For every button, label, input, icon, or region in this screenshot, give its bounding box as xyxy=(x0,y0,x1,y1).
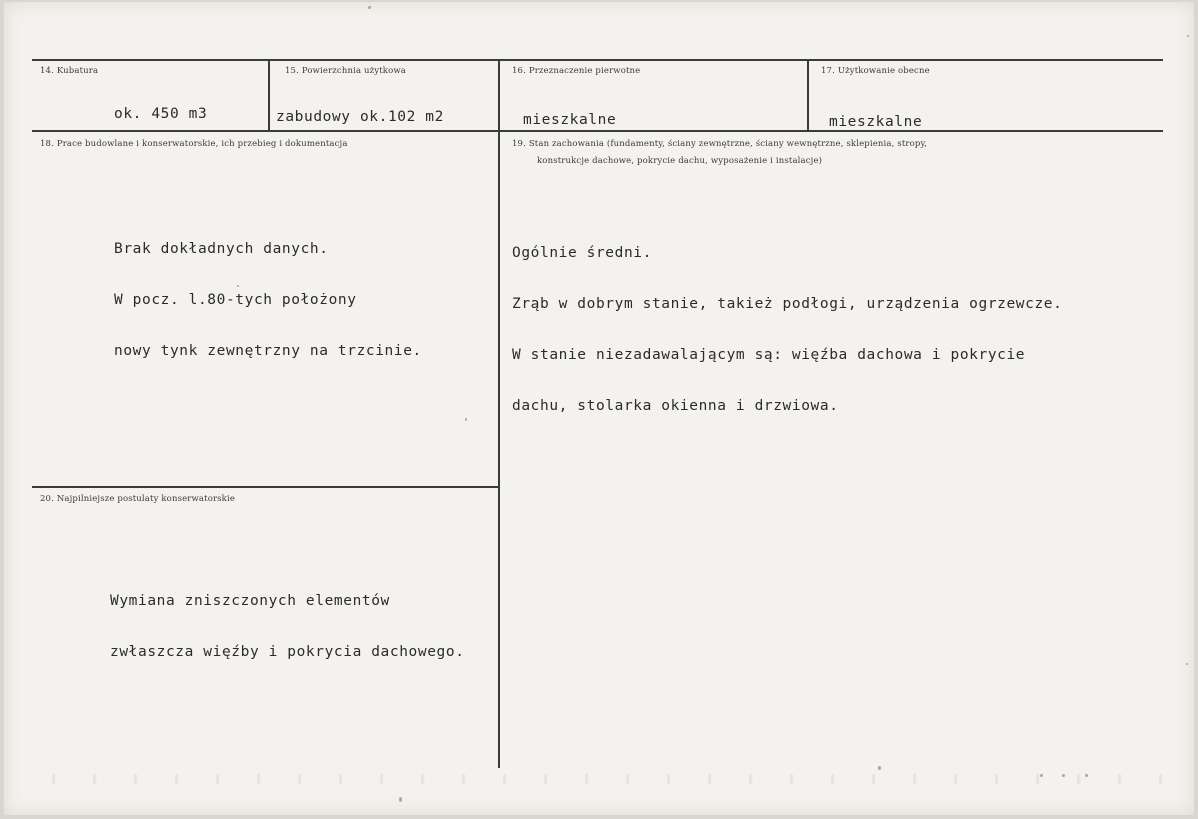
field-19-line: W stanie niezadawalającym są: więźba dachowa i pokrycie xyxy=(512,347,1026,363)
paper-speck xyxy=(878,766,881,770)
paper-speck xyxy=(237,285,239,287)
field-20-label: 20. Najpilniejsze postulaty konserwatorskie xyxy=(40,494,236,504)
field-14-label: 14. Kubatura xyxy=(40,66,99,76)
field-20-line: Wymiana zniszczonych elementów xyxy=(110,593,390,609)
record-card xyxy=(4,2,1194,815)
paper-speck xyxy=(368,6,371,9)
header-row-rule xyxy=(32,130,1163,132)
paper-speck xyxy=(1186,663,1188,665)
divider-15-16 xyxy=(498,60,500,768)
paper-speck xyxy=(1187,35,1189,37)
field-19-label-line-2: konstrukcje dachowe, pokrycie dachu, wyposażenie i instalacje) xyxy=(537,156,823,166)
field-18-line: nowy tynk zewnętrzny na trzcinie. xyxy=(114,343,422,359)
paper-speck xyxy=(399,797,402,802)
field-19-label-line-1: 19. Stan zachowania (fundamenty, ściany zewnętrzne, ściany wewnętrzne, sklepienia, stropy, xyxy=(512,139,928,149)
field-16-value: mieszkalne xyxy=(523,112,617,128)
field-20-text xyxy=(110,559,465,695)
field-16-label: 16. Przeznaczenie pierwotne xyxy=(512,66,641,76)
divider-14-15 xyxy=(268,60,270,131)
top-rule xyxy=(32,59,1163,61)
field-18-text xyxy=(114,207,422,394)
field-19-line: Zrąb w dobrym stanie, takież podłogi, urządzenia ogrzewcze. xyxy=(512,296,1063,312)
field-15-label: 15. Powierzchnia użytkowa xyxy=(285,66,407,76)
field-18-line: Brak dokładnych danych. xyxy=(114,241,329,257)
field-18-line: W pocz. l.80-tych położony xyxy=(114,292,357,308)
section-18-20-rule xyxy=(32,486,499,488)
field-19-line: Ogólnie średni. xyxy=(512,245,652,261)
field-18-label: 18. Prace budowlane i konserwatorskie, ich przebieg i dokumentacja xyxy=(40,139,348,149)
paper-dust-band xyxy=(34,774,1194,784)
field-17-label: 17. Użytkowanie obecne xyxy=(821,66,930,76)
field-19-text xyxy=(512,211,1062,449)
field-19-line: dachu, stolarka okienna i drzwiowa. xyxy=(512,398,839,414)
field-15-value: zabudowy ok.102 m2 xyxy=(276,109,444,125)
paper-speck xyxy=(465,418,467,421)
field-20-line: zwłaszcza więźby i pokrycia dachowego. xyxy=(110,644,465,660)
divider-16-17 xyxy=(807,60,809,131)
field-17-value: mieszkalne xyxy=(829,114,923,130)
field-14-value: ok. 450 m3 xyxy=(114,106,208,122)
